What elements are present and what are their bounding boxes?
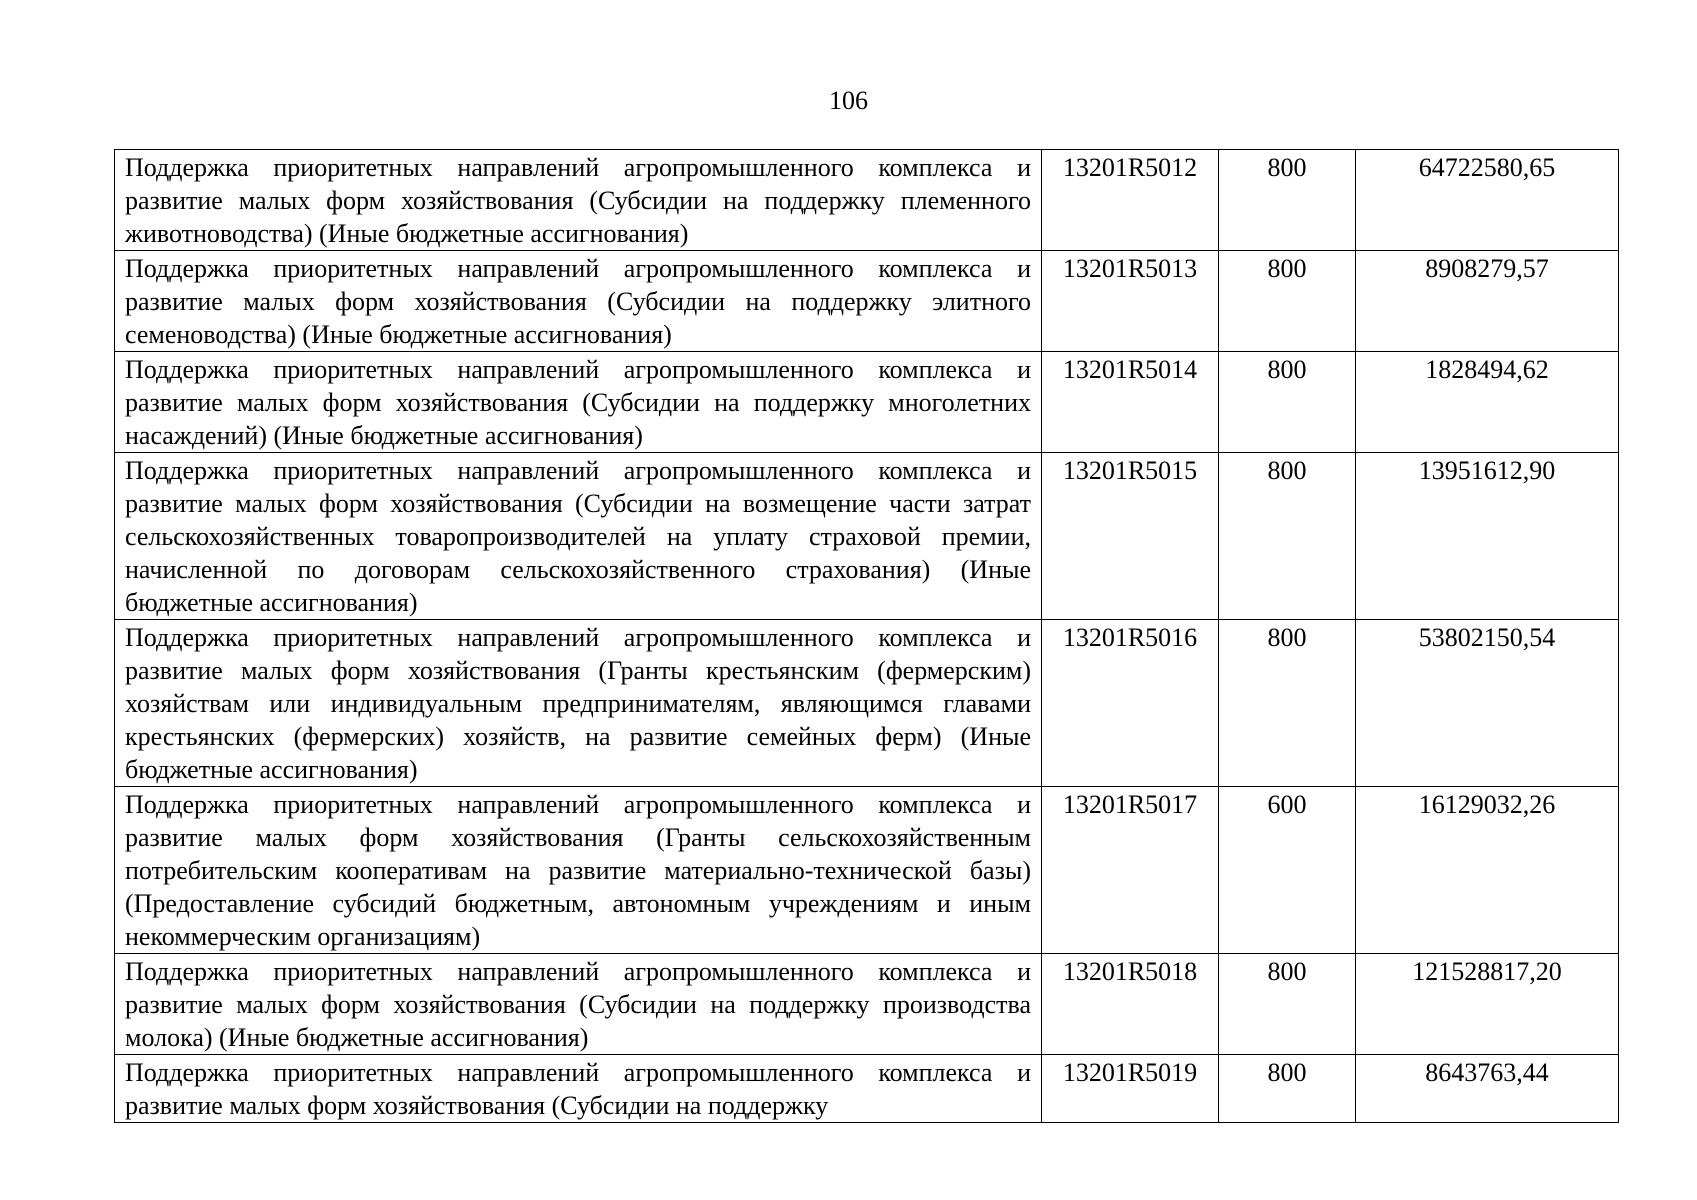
row-amount: 121528817,20 [1356, 954, 1619, 1055]
row-description: Поддержка приоритетных направлений агропромышленного комплекса и развитие малых форм хозяйствования (Субсидии на поддержку производства молока) (Иные бюджетные ассигнования) [115, 954, 1042, 1055]
table-row [115, 251, 1619, 352]
budget-table [114, 149, 1619, 1123]
table-row [115, 1055, 1619, 1123]
table-row [115, 954, 1619, 1055]
row-target-code: 13201R5015 [1042, 453, 1219, 620]
page-number: 106 [829, 86, 868, 115]
row-target-code: 13201R5014 [1042, 352, 1219, 453]
row-expense-type: 800 [1219, 620, 1356, 787]
row-target-code: 13201R5019 [1042, 1055, 1219, 1123]
row-description: Поддержка приоритетных направлений агропромышленного комплекса и развитие малых форм хозяйствования (Гранты сельскохозяйственным потребительским кооперативам на развитие материально-технической базы) (Предоставление субсидий бюджетным, автономным учреждениям и иным некоммерческим организациям) [115, 787, 1042, 954]
table-row [115, 453, 1619, 620]
row-amount: 16129032,26 [1356, 787, 1619, 954]
row-description: Поддержка приоритетных направлений агропромышленного комплекса и развитие малых форм хозяйствования (Субсидии на поддержку [115, 1055, 1042, 1123]
row-amount: 8643763,44 [1356, 1055, 1619, 1123]
row-expense-type: 800 [1219, 1055, 1356, 1123]
row-target-code: 13201R5017 [1042, 787, 1219, 954]
table-row [115, 620, 1619, 787]
row-description: Поддержка приоритетных направлений агропромышленного комплекса и развитие малых форм хозяйствования (Субсидии на поддержку многолетних насаждений) (Иные бюджетные ассигнования) [115, 352, 1042, 453]
table-row [115, 150, 1619, 251]
row-target-code: 13201R5018 [1042, 954, 1219, 1055]
row-expense-type: 800 [1219, 150, 1356, 251]
row-expense-type: 800 [1219, 954, 1356, 1055]
row-description: Поддержка приоритетных направлений агропромышленного комплекса и развитие малых форм хозяйствования (Субсидии на поддержку племенного животноводства) (Иные бюджетные ассигнования) [115, 150, 1042, 251]
table-row [115, 352, 1619, 453]
table-row [115, 787, 1619, 954]
row-description: Поддержка приоритетных направлений агропромышленного комплекса и развитие малых форм хозяйствования (Субсидии на возмещение части затрат сельскохозяйственных товаропроизводителей на уплату страховой премии, начисленной по договорам сельскохозяйственного страхования) (Иные бюджетные ассигнования) [115, 453, 1042, 620]
row-target-code: 13201R5016 [1042, 620, 1219, 787]
row-amount: 8908279,57 [1356, 251, 1619, 352]
row-amount: 1828494,62 [1356, 352, 1619, 453]
budget-table-body [115, 150, 1619, 1123]
row-expense-type: 800 [1219, 453, 1356, 620]
row-target-code: 13201R5013 [1042, 251, 1219, 352]
row-expense-type: 600 [1219, 787, 1356, 954]
row-expense-type: 800 [1219, 352, 1356, 453]
row-target-code: 13201R5012 [1042, 150, 1219, 251]
row-amount: 64722580,65 [1356, 150, 1619, 251]
row-amount: 13951612,90 [1356, 453, 1619, 620]
row-amount: 53802150,54 [1356, 620, 1619, 787]
row-description: Поддержка приоритетных направлений агропромышленного комплекса и развитие малых форм хозяйствования (Субсидии на поддержку элитного семеноводства) (Иные бюджетные ассигнования) [115, 251, 1042, 352]
row-description: Поддержка приоритетных направлений агропромышленного комплекса и развитие малых форм хозяйствования (Гранты крестьянским (фермерским) хозяйствам или индивидуальным предпринимателям, являющимся главами крестьянских (фермерских) хозяйств, на развитие семейных ферм) (Иные бюджетные ассигнования) [115, 620, 1042, 787]
row-expense-type: 800 [1219, 251, 1356, 352]
